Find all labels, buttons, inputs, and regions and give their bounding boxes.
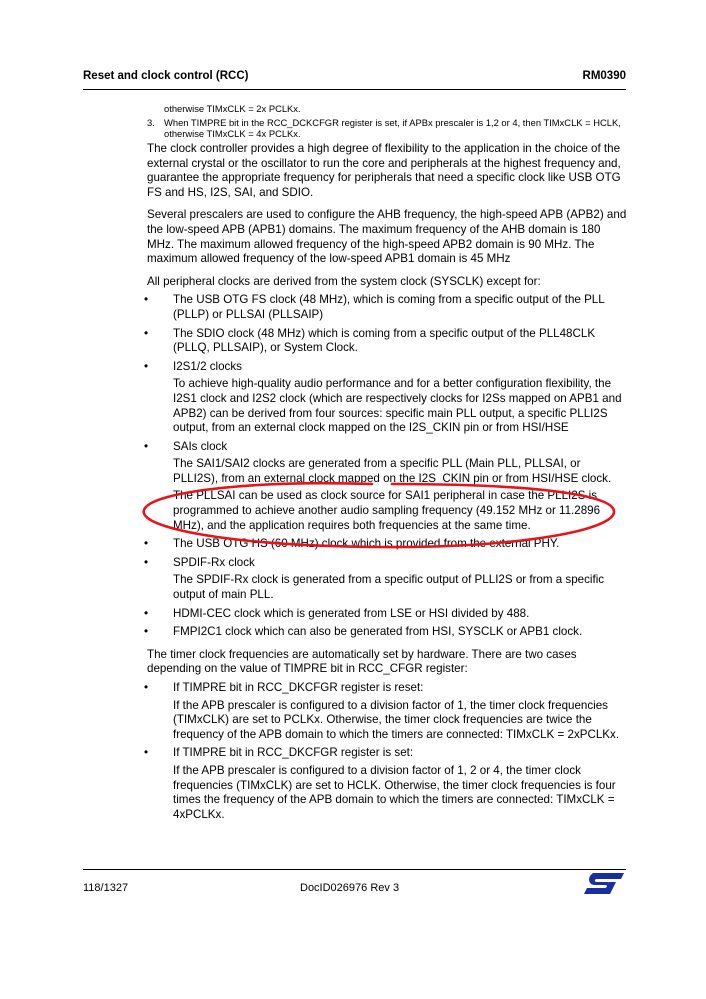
list-item-text: • The SDIO clock (48 MHz) which is coming from a specific output of the PLL48CLK (PLLQ, PLLSAIP), or System Clock. (173, 326, 596, 355)
paragraph: All peripheral clocks are derived from the system clock (SYSCLK) except for: (147, 274, 541, 288)
paragraph: The timer clock frequencies are automatically set by hardware. There are two cases depending on the value of TIMPRE bit in RCC_CFGR register: (147, 647, 577, 676)
list-item-text: • The USB OTG FS clock (48 MHz), which is coming from a specific output of the PLL (PLLP) or PLLSAI (PLLSAIP) (173, 293, 605, 321)
footnote (164, 103, 627, 114)
list-item (147, 360, 627, 436)
document-id: DocID026976 Rev 3 (300, 882, 400, 894)
list-item (147, 440, 627, 534)
list-item-text: • FMPI2C1 clock which can also be generated from HSI, SYSCLK or APB1 clock. (173, 625, 583, 639)
list-item-detail: The SPDIF-Rx clock is generated from a specific output of PLLI2S or from a specific output of main PLL. (173, 573, 605, 602)
list-item-detail: The SAI1/SAI2 clocks are generated from a specific PLL (Main PLL, PLLSAI, or PLLI2S), from an external clock mapped on the I2S_CKIN pin or from HSI/HSE clock. (173, 457, 612, 485)
st-logo-icon (583, 872, 625, 896)
peripheral-clock-list (147, 293, 627, 639)
list-item (147, 293, 627, 322)
list-item-text: • If TIMPRE bit in RCC_DKCFGR register is set: (173, 746, 414, 760)
paragraph: The clock controller provides a high degree of flexibility to the application in the choice of the external crystal or the oscillator to run the core and peripherals at the highest frequency and, guarantee the appropriate frequency for peripherals that need a specific clock like USB OTG FS and HS, I2S, SAI, and SDIO. (147, 142, 621, 199)
page-footer (83, 882, 626, 902)
list-item-detail: To achieve high-quality audio performance and for a better configuration flexibility, the I2S1 clock and I2S2 clock (which are respectively clocks for I2Ss mapped on APB1 and APB2) can be derived from four sources: specific main PLL output, a specific PLLI2S output, from an external clock mapped on the I2S_CKIN pin or from HSI/HSE (173, 377, 622, 435)
list-item (147, 327, 627, 356)
section-title: Reset and clock control (RCC) (83, 70, 249, 82)
page-number: 118/1327 (83, 882, 129, 894)
list-item-text: • If TIMPRE bit in RCC_DKCFGR register is reset: (173, 681, 424, 694)
footnote-number: 3. (147, 117, 155, 128)
footnote (147, 117, 627, 139)
footer-rule (83, 869, 626, 870)
document-reference: RM0390 (582, 70, 626, 82)
list-item (147, 537, 627, 552)
list-item-detail-highlighted: The PLLSAI can be used as clock source for SAI1 peripheral in case the PLLI2S is programmed to achieve another audio sampling frequency (49.152 MHz or 11.2896 MHz), and the application requires both frequencies at the same time. (173, 489, 601, 532)
list-item-text: • HDMI-CEC clock which is generated from LSE or HSI divided by 488. (173, 606, 530, 620)
footnote-text: otherwise TIMxCLK = 2x PCLKx. (164, 103, 301, 114)
list-item-detail: If the APB prescaler is configured to a division factor of 1, the timer clock frequencies (TIMxCLK) are set to PCLKx. Otherwise, the timer clock frequencies are twice the frequency of the APB domain to which the timers are connected: TIMxCLK = 2xPCLKx. (173, 698, 620, 741)
list-item (147, 607, 627, 622)
paragraph: Several prescalers are used to configure the AHB frequency, the high-speed APB (APB2) and the low-speed APB (APB1) domains. The maximum frequency of the AHB domain is 180 MHz. The maximum allowed frequency of the high-speed APB2 domain is 90 MHz. The maximum allowed frequency of the low-speed APB1 domain is 45 MHz (147, 208, 627, 266)
footnote-text: When TIMPRE bit in the RCC_DCKCFGR register is set, if APBx prescaler is 1,2 or 4, then TIMxCLK = HCLK, otherwise TIMxCLK = 4x PCLKx. (164, 117, 621, 139)
list-item (147, 746, 627, 822)
list-item-text: • The USB OTG HS (60 MHz) clock which is provided from the external PHY. (173, 537, 560, 551)
header-rule (83, 89, 626, 90)
list-item-text: • I2S1/2 clocks (173, 359, 242, 373)
list-item (147, 556, 627, 603)
list-item-text: • SAIs clock (173, 439, 228, 453)
page-body (147, 103, 627, 826)
list-item (147, 681, 627, 742)
list-item (147, 625, 627, 640)
list-item-detail: If the APB prescaler is configured to a division factor of 1, 2 or 4, the timer clock frequencies (TIMxCLK) are set to HCLK. Otherwise, the timer clock frequencies is four times the frequency of the APB domain to which the timers are connected: TIMxCLK = 4xPCLKx. (173, 763, 616, 821)
list-item-text: • SPDIF-Rx clock (173, 555, 255, 569)
page-header (83, 70, 626, 86)
timer-case-list (147, 681, 627, 822)
